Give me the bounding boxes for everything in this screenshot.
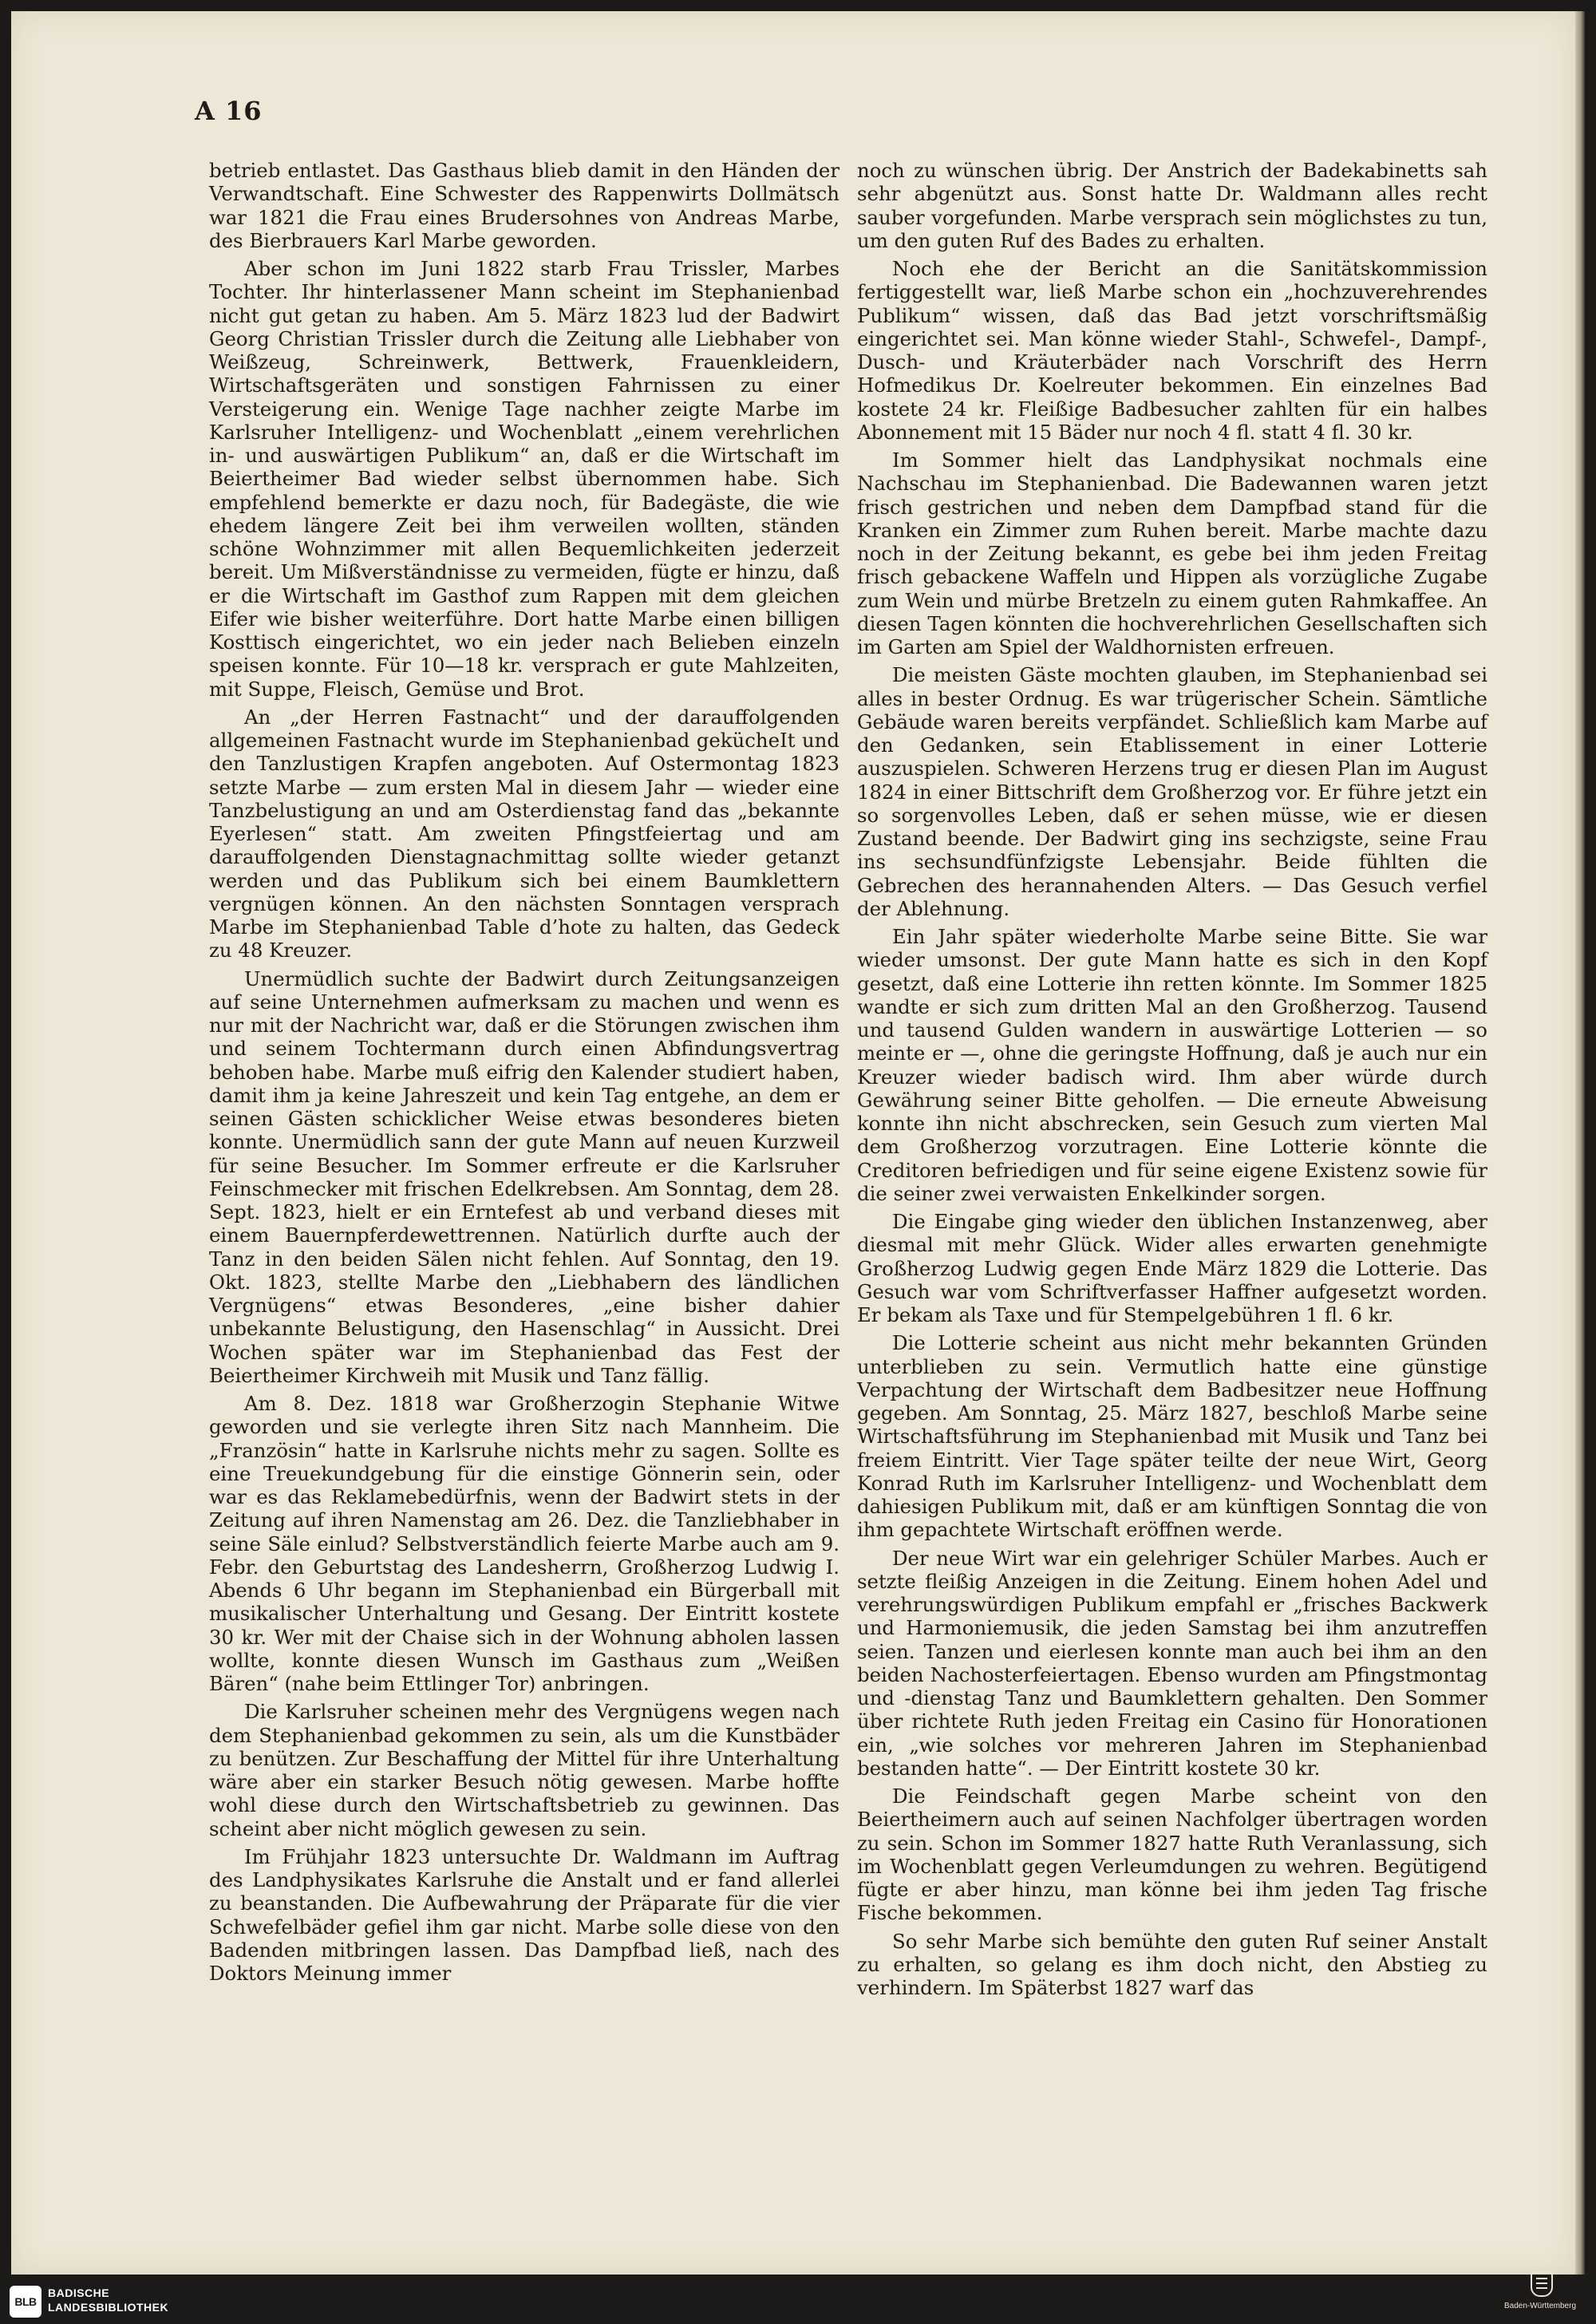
footer-bar xyxy=(0,2275,1596,2324)
paragraph: Die Lotterie scheint aus nicht mehr bekannten Gründen unterblieben zu sein. Vermutlich hatte eine günstige Verpachtung der Wirtschaft dem Badbesitzer neue Hoffnung gegeben. Am Sonntag, 25. März 1827, beschloß Marbe seine Wirtschaftsführung im Stephanienbad mit Musik und Tanz bei freiem Eintritt. Vier Tage später teilte der neue Wirt, Georg Konrad Ruth im Karlsruher Intelligenz- und Wochenblatt dem dahiesigen Publikum mit, daß er am künftigen Sonntag die von ihm gepachtete Wirtschaft eröffnen werde. xyxy=(857,1331,1487,1542)
state-seal-icon xyxy=(1531,2271,1553,2297)
paragraph: Aber schon im Juni 1822 starb Frau Trissler, Marbes Tochter. Ihr hinterlassener Mann scheint im Stephanienbad nicht gut getan zu haben. Am 5. März 1823 lud der Badwirt Georg Christian Trissler durch die Zeitung alle Liebhaber von Weißzeug, Schreinwerk, Bettwerk, Frauenkleidern, Wirtschaftsgeräten und sonstigen Fahrnissen zu einer Versteigerung ein. Wenige Tage nachher zeigte Marbe im Karlsruher Intelligenz- und Wochenblatt „einem verehrlichen in- und auswärtigen Publikum“ an, daß er die Wirtschaft im Beiertheimer Bad wieder selbst übernommen habe. Sich empfehlend bemerkte er dazu noch, für Badegäste, die wie ehedem längere Zeit bei ihm verweilen wollten, ständen schöne Wohnzimmer mit allen Bequemlichkeiten jederzeit bereit. Um Mißverständnisse zu vermeiden, fügte er hinzu, daß er die Wirtschaft im Gasthof zum Rappen mit dem gleichen Eifer wie bisher weiterführe. Dort hatte Marbe einen billigen Kosttisch eingerichtet, wo ein jeder nach Belieben einzeln speisen konnte. Für 10—18 kr. versprach er gute Mahlzeiten, mit Suppe, Fleisch, Gemüse und Brot. xyxy=(209,257,839,701)
library-name-line1: BADISCHE xyxy=(48,2286,110,2299)
state-logo xyxy=(1492,2268,1588,2324)
paragraph: Die Eingabe ging wieder den üblichen Instanzenweg, aber diesmal mit mehr Glück. Wider alles erwarten genehmigte Großherzog Ludwig gegen Ende März 1829 die Lotterie. Das Gesuch war vom Schriftverfasser Haffner aufgesetzt worden. Er bekam als Taxe und für Stempelgebühren 1 fl. 6 kr. xyxy=(857,1210,1487,1326)
left-text-column xyxy=(209,159,839,1985)
paragraph: betrieb entlastet. Das Gasthaus blieb damit in den Händen der Verwandtschaft. Eine Schwester des Rappenwirts Dollmätsch war 1821 die Frau eines Brudersohnes von Andreas Marbe, des Bierbrauers Karl Marbe geworden. xyxy=(209,159,839,252)
paragraph: noch zu wünschen übrig. Der Anstrich der Badekabinetts sah sehr abgenützt aus. Sonst hatte Dr. Waldmann alles recht sauber vorgefunden. Marbe versprach sein möglichstes zu tun, um den guten Ruf des Bades zu erhalten. xyxy=(857,159,1487,252)
paragraph: Noch ehe der Bericht an die Sanitätskommission fertiggestellt war, ließ Marbe schon ein „hochzuverehrendes Publikum“ wissen, daß das Bad jetzt vorschriftsmäßig eingerichtet sei. Man könne wieder Stahl-, Schwefel-, Dampf-, Dusch- und Kräuterbäder nach Vorschrift des Herrn Hofmedikus Dr. Koelreuter bekommen. Ein einzelnes Bad kostete 24 kr. Fleißige Badbesucher zahlten für ein halbes Abonnement mit 15 Bäder nur noch 4 fl. statt 4 fl. 30 kr. xyxy=(857,257,1487,444)
paragraph: Die meisten Gäste mochten glauben, im Stephanienbad sei alles in bester Ordnug. Es war trügerischer Schein. Sämtliche Gebäude waren bereits verpfändet. Schließlich kam Marbe auf den Gedanken, sein Etablissement in einer Lotterie auszuspielen. Schweren Herzens trug er diesen Plan im August 1824 in einer Bittschrift dem Großherzog vor. Er führe jetzt ein so sorgenvolles Leben, daß er sehen müsse, wie er diesen Zustand beende. Der Badwirt ging ins sechzigste, seine Frau ins sechsundfünfzigste Lebensjahr. Beide fühlten die Gebrechen des herannahenden Alters. — Das Gesuch verfiel der Ablehnung. xyxy=(857,663,1487,920)
state-logo-text: Baden-Württemberg xyxy=(1503,2302,1577,2310)
paragraph: An „der Herren Fastnacht“ und der darauffolgenden allgemeinen Fastnacht wurde im Stephanienbad gekücheIt und den Tanzlustigen Krapfen angeboten. Auf Ostermontag 1823 setzte Marbe — zum ersten Mal in diesem Jahr — wieder eine Tanzbelustigung an und am Osterdienstag fand das „bekannte Eyerlesen“ statt. Am zweiten Pfingstfeiertag und am darauffolgenden Dienstagnachmittag sollte wieder getanzt werden und das Publikum sich bei einem Baumklettern vergnügen können. An den nächsten Sonntagen versprach Marbe im Stephanienbad Table d’hote zu halten, das Gedeck zu 48 Kreuzer. xyxy=(209,705,839,962)
paragraph: Am 8. Dez. 1818 war Großherzogin Stephanie Witwe geworden und sie verlegte ihren Sitz nach Mannheim. Die „Französin“ hatte in Karlsruhe nichts mehr zu sagen. Sollte es eine Treuekundgebung für die einstige Gönnerin sein, oder war es das Reklamebedürfnis, wenn der Badwirt stets in der Zeitung auf ihren Namenstag am 26. Dez. die Tanzliebhaber in seine Säle einlud? Selbstverständlich feierte Marbe auch am 9. Febr. den Geburtstag des Landesherrn, Großherzog Ludwig I. Abends 6 Uhr begann im Stephanienbad ein Bürgerball mit musikalischer Unterhaltung und Gesang. Der Eintritt kostete 30 kr. Wer mit der Chaise sich in der Wohnung abholen lassen wollte, konnte diesen Wunsch im Gasthaus zum „Weißen Bären“ (nahe beim Ettlinger Tor) anbringen. xyxy=(209,1392,839,1695)
paragraph: Im Frühjahr 1823 untersuchte Dr. Waldmann im Auftrag des Landphysikates Karlsruhe die Anstalt und er fand allerlei zu beanstanden. Die Aufbewahrung der Präparate für die vier Schwefelbäder gefiel ihm gar nicht. Marbe solle diese von den Badenden mitbringen lassen. Das Dampfbad ließ, nach des Doktors Meinung immer xyxy=(209,1844,839,1985)
paragraph: Im Sommer hielt das Landphysikat nochmals eine Nachschau im Stephanienbad. Die Badewannen waren jetzt frisch gestrichen und neben dem Dampfbad stand für die Kranken ein Zimmer zum Ruhen bereit. Marbe machte dazu noch in der Zeitung bekannt, es gebe bei ihm jeden Freitag frisch gebackene Waffeln und Hippen als vorzügliche Zugabe zum Wein und mürbe Bretzeln zu einem guten Rahmkaffee. An diesen Tagen könnten die hochverehrlichen Gesellschaften sich im Garten am Spiel der Waldhornisten erfreuen. xyxy=(857,449,1487,658)
paragraph: Der neue Wirt war ein gelehriger Schüler Marbes. Auch er setzte fleißig Anzeigen in die Zeitung. Einem hohen Adel und verehrungswürdigen Publikum empfahl er „frisches Backwerk und Harmoniemusik, die jeden Samstag bei ihm anzutreffen seien. Tanzen und eierlesen konnte man auch bei ihm an den beiden Nachosterfeiertagen. Ebenso wurden am Pfingstmontag und -dienstag Tanz und Baumklettern gehalten. Den Sommer über richtete Ruth jeden Freitag ein Casino für Honorationen ein, „wie solches vor mehreren Jahren im Stephanienbad bestanden hatte“. — Der Eintritt kostete 30 kr. xyxy=(857,1546,1487,1780)
paragraph: Unermüdlich suchte der Badwirt durch Zeitungsanzeigen auf seine Unternehmen aufmerksam zu machen und wenn es nur mit der Nachricht war, daß er die Störungen zwischen ihm und seinem Tochtermann durch einen Abfindungsvertrag behoben habe. Marbe muß eifrig den Kalender studiert haben, damit ihm ja keine Jahreszeit und kein Tag entgehe, an dem er seinen Gästen schicklicher Weise etwas besonderes bieten konnte. Unermüdlich sann der gute Mann auf neuen Kurzweil für seine Besucher. Im Sommer erfreute er die Karlsruher Feinschmecker mit frischen Edelkrebsen. Am Sonntag, dem 28. Sept. 1823, hielt er ein Erntefest ab und verband dieses mit einem Bauernpferdewettrennen. Natürlich durfte auch der Tanz in den beiden Sälen nicht fehlen. Auf Sonntag, den 19. Okt. 1823, stellte Marbe den „Liebhabern des ländlichen Vergnügens“ etwas Besonderes, „eine bisher dahier unbekannte Belustigung, den Hasenschlag“ in Aussicht. Drei Wochen später war im Stephanienbad das Fest der Beiertheimer Kirchweih mit Musik und Tanz fällig. xyxy=(209,966,839,1387)
library-logo-icon xyxy=(10,2286,41,2318)
right-text-column xyxy=(857,159,1487,1999)
page-number: A 16 xyxy=(195,96,263,126)
paragraph: Die Karlsruher scheinen mehr des Vergnügens wegen nach dem Stephanienbad gekommen zu sein, als um die Kunstbäder zu benützen. Zur Beschaffung der Mittel für ihre Unterhaltung wäre aber ein starker Besuch nötig gewesen. Marbe hoffte wohl diese durch den Wirtschaftsbetrieb zu gewinnen. Das scheint aber nicht möglich gewesen zu sein. xyxy=(209,1700,839,1840)
library-logo-text: BLB xyxy=(14,2295,37,2308)
paragraph: So sehr Marbe sich bemühte den guten Ruf seiner Anstalt zu erhalten, so gelang es ihm doch nicht, den Abstieg zu verhindern. Im Späterbst 1827 warf das xyxy=(857,1929,1487,1999)
paragraph: Die Feindschaft gegen Marbe scheint von den Beiertheimern auch auf seinen Nachfolger übertragen worden zu sein. Schon im Sommer 1827 hatte Ruth Veranlassung, sich im Wochenblatt gegen Verleumdungen zu wehren. Begütigend fügte er aber hinzu, man könne bei ihm jeden Tag frische Fische bekommen. xyxy=(857,1785,1487,1925)
paragraph: Ein Jahr später wiederholte Marbe seine Bitte. Sie war wieder umsonst. Der gute Mann hatte es sich in den Kopf gesetzt, daß eine Lotterie ihn retten könnte. Im Sommer 1825 wandte er sich zum dritten Mal an den Großherzog. Tausend und tausend Gulden wandern in auswärtige Lotterien — so meinte er —, ohne die geringste Hoffnung, daß je auch nur ein Kreuzer wieder badisch wird. Ihm aber würde durch Gewährung seiner Bitte geholfen. — Die erneute Abweisung konnte ihn nicht abschrecken, sein Gesuch zum vierten Mal dem Großherzog vorzutragen. Eine Lotterie könnte die Creditoren befriedigen und für seine eigene Existenz sowie für die seiner zwei verwaisten Enkelkinder sorgen. xyxy=(857,925,1487,1205)
page-edge xyxy=(1575,11,1585,2275)
library-name xyxy=(48,2286,168,2314)
scanned-page xyxy=(11,11,1575,2275)
library-name-line2: LANDESBIBLIOTHEK xyxy=(48,2301,169,2314)
